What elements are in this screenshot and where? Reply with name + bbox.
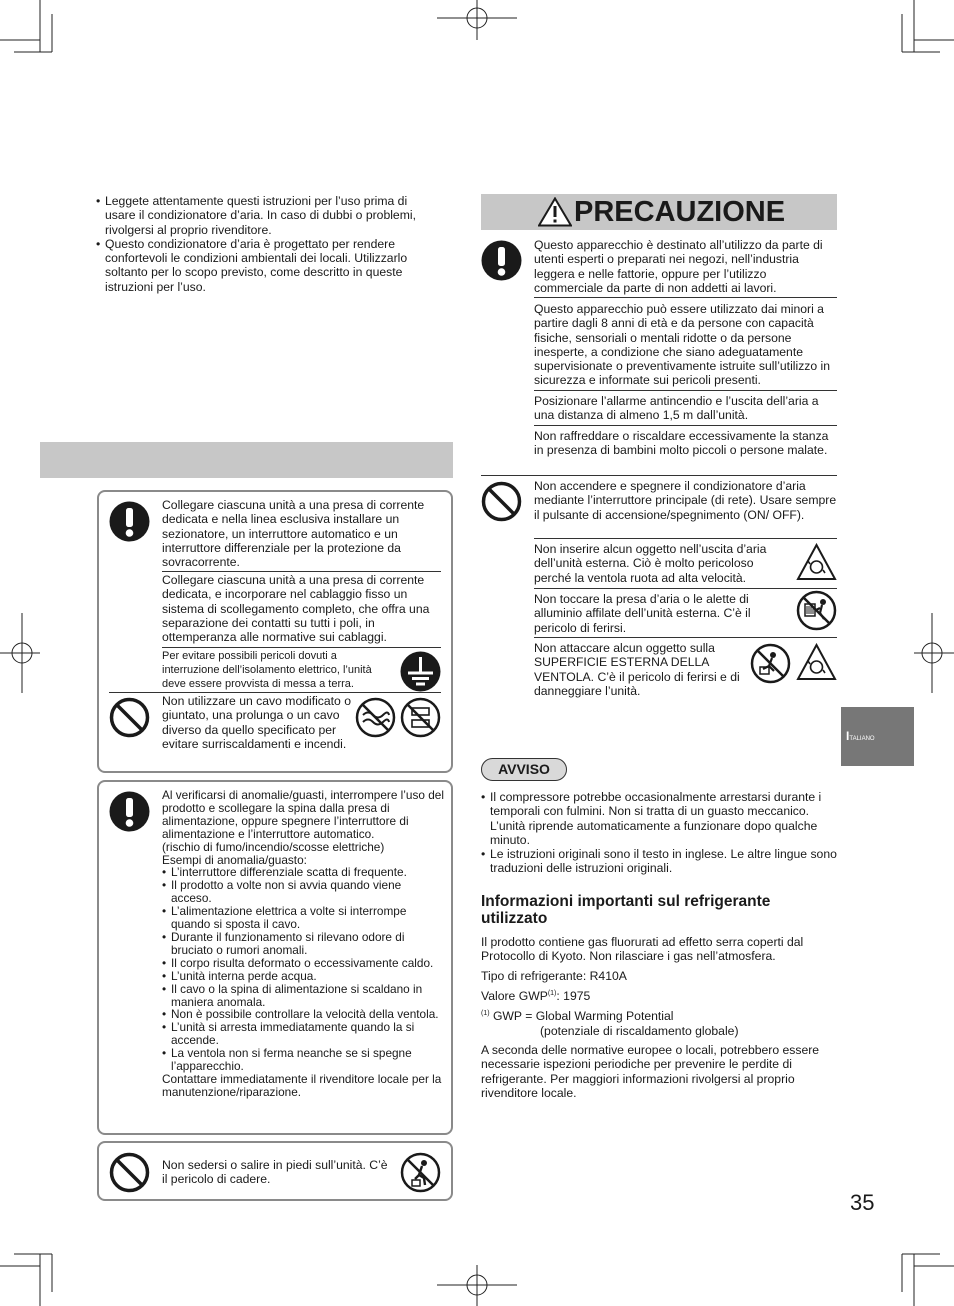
caution-triangle-icon [538, 197, 572, 227]
anomaly-item: • La ventola non si ferma neanche se si spegne l’apparecchio. [162, 1047, 444, 1073]
anomaly-lead: Al verificarsi di anomalie/guasti, interrompere l’uso del prodotto e scollegare la spina dalla presa di alimentazione, oppure spegnere l’interruttore di alimentazione e l’interruttore automatico. [162, 788, 444, 841]
precaution-text: Non toccare la presa d’aria o le alette di alluminio affilate dell’unità esterna. C’è il pericolo di ferirsi. [534, 592, 751, 635]
anomaly-item: • L’unità si arresta immediatamente quando la si accende. [162, 1021, 444, 1047]
divider [162, 571, 441, 572]
warning-text: Collegare ciascuna unità a una presa di corrente dedicata, e incorporare nel cablaggio fisso un sistema di scollegamento completo, che offra una separazione dei contatti su tutti i poli, in ottemperanza alle normative sui cablaggi. [162, 573, 430, 645]
divider [109, 692, 441, 693]
divider [534, 588, 837, 589]
gwp-value: : 1975 [556, 988, 591, 1003]
gwp-line [481, 987, 837, 1003]
precaution-text: Posizionare l’allarme antincendio e l’uscita dell’aria a una distanza di almeno 1,5 m dall’unità. [534, 394, 819, 423]
prohibition-icon [109, 1152, 150, 1193]
no-extension-cord-icon [400, 697, 441, 738]
anomaly-examples-title: Esempi di anomalia/guasto: [162, 852, 307, 867]
language-tab [841, 707, 914, 766]
precaution-text: Questo apparecchio è destinato all’utilizzo da parte di utenti esperti o preparati nei negozi, nell’industria leggera e nelle fattorie, oppure per l’utilizzo commerciale da parte di non addetti ai lavori. [534, 238, 823, 295]
footnote-text: GWP = Global Warming Potential [489, 1009, 674, 1024]
divider [534, 538, 837, 539]
anomaly-item: • Il cavo o la spina di alimentazione si scaldano in maniera anomala. [162, 983, 444, 1009]
divider [534, 297, 837, 298]
warning-header-band [40, 442, 453, 478]
precaution-text: Non attaccare alcun oggetto sulla SUPERFICIE ESTERNA DELLA VENTOLA. C’è il pericolo di ferirsi e di danneggiare l’unità. [534, 641, 740, 698]
divider [534, 637, 837, 638]
warning-text: Non sedersi o salire in piedi sull’unità. C’è il pericolo di cadere. [162, 1158, 388, 1187]
mandatory-icon [109, 791, 150, 832]
earth-ground-icon [400, 651, 441, 692]
footnote-text-2: (potenziale di riscaldamento globale) [540, 1023, 739, 1038]
anomaly-item: • L’interruttore differenziale scatta di frequente. [162, 866, 444, 879]
language-tab-label [846, 729, 875, 743]
refrigerant-paragraph: Il prodotto contiene gas fluorurati ad effetto serra coperti dal Protocollo di Kyoto. Non rilasciare i gas nell’atmosfera. [481, 935, 804, 964]
prohibition-icon [481, 481, 522, 522]
gwp-label: Valore GWP [481, 988, 548, 1003]
precaution-text: Non raffreddare o riscaldare eccessivamente la stanza in presenza di bambini molto piccoli o persone malate. [534, 429, 829, 458]
mandatory-icon [109, 501, 150, 542]
footnote-sup: (1) [481, 1010, 490, 1018]
no-touch-fins-icon [796, 590, 837, 631]
warning-text: Collegare ciascuna unità a una presa di corrente dedicata e nella linea esclusiva installare un sezionatore, un interruttore automatico e un interruttore differenziale per la protezione da sovracorrente. [162, 498, 425, 570]
intro-bullet: • Questo condizionatore d’aria è progettato per rendere confortevoli le condizioni ambientali dei locali. Utilizzarlo soltanto per lo scopo previsto, come descritto in queste istruzioni per l’uso. [96, 237, 441, 294]
precaution-text: Non inserire alcun oggetto nell’uscita d’aria dell’unità esterna. Ciò è molto pericoloso perché la ventola ruota ad alta velocità. [534, 542, 767, 585]
precaution-header [481, 194, 837, 230]
no-climbing-icon [400, 1152, 441, 1193]
prohibition-icon [109, 697, 150, 738]
anomaly-item: • Il prodotto a volte non si avvia quando viene acceso. [162, 879, 444, 905]
anomaly-item: • Il corpo risulta deformato o eccessivamente caldo. [162, 957, 444, 970]
anomaly-item: • L’unità interna perde acqua. [162, 970, 444, 983]
avviso-bullet: • Il compressore potrebbe occasionalmente arrestarsi durante i temporali con fulmini. Non si tratta di un guasto meccanico. L’unità riprende automaticamente a funzionare dopo qualche minuto. [481, 790, 837, 847]
divider [481, 475, 837, 476]
warning-text: Non utilizzare un cavo modificato o giuntato, una prolunga o un cavo diverso da quello specificato per evitare surriscaldamenti e incendi. [162, 694, 352, 751]
anomaly-item: • Non è possibile controllare la velocità della ventola. [162, 1008, 444, 1021]
anomaly-item: • Durante il funzionamento si rilevano odore di bruciato o rumori anomali. [162, 931, 444, 957]
precaution-title: PRECAUZIONE [574, 196, 786, 228]
no-attach-object-icon [750, 643, 791, 684]
page-number: 35 [850, 1190, 875, 1215]
intro-bullet: • Leggete attentamente questi istruzioni per l’uso prima di usare il condizionatore d’aria. In caso di dubbi o problemi, rivolgersi al proprio rivenditore. [96, 194, 441, 237]
avviso-section [481, 790, 837, 876]
anomaly-risk: (rischio di fumo/incendio/scosse elettriche) [162, 839, 385, 854]
anomaly-section [162, 789, 444, 1099]
avviso-bullet: • Le istruzioni originali sono il testo in inglese. Le altre lingue sono traduzioni delle istruzioni originali. [481, 847, 837, 876]
rotating-fan-warning-icon [796, 543, 837, 581]
refrigerant-type: Tipo di refrigerante: R410A [481, 968, 627, 983]
no-joined-cable-icon [355, 697, 396, 738]
footnote [481, 1007, 837, 1023]
divider [162, 647, 441, 648]
language-initial: I [846, 729, 850, 743]
precaution-text: Non accendere e spegnere il condizionatore d’aria mediante l’interruttore principale (di rete). Usare sempre il pulsante di accensione/spegnimento (ON/ OFF). [534, 479, 837, 522]
refrigerant-section [481, 935, 837, 1100]
rotating-fan-warning-icon [796, 643, 837, 681]
avviso-label: AVVISO [481, 758, 567, 781]
mandatory-icon [481, 240, 522, 281]
divider [534, 425, 837, 426]
anomaly-closing: Contattare immediatamente il rivenditore locale per la manutenzione/riparazione. [162, 1071, 442, 1099]
anomaly-item: • L’alimentazione elettrica a volte si interrompe quando si sposta il cavo. [162, 905, 444, 931]
precaution-text: Questo apparecchio può essere utilizzato dai minori a partire dagli 8 anni di età e da persone con capacità fisiche, sensoriali o mentali ridotte o da persone inesperte, a condizione che siano adeguatamente supervisionate o preventivamente istruite sull’utilizzo in sicurezza e informate sui pericoli presenti. [534, 302, 831, 388]
refrigerant-heading: Informazioni importanti sul refrigerante utilizzato [481, 893, 771, 927]
refrigerant-paragraph: A seconda delle normative europee o locali, potrebbero essere necessarie ispezioni periodiche per prevenire le perdite di refrigerante. Per maggiori informazioni rivolgersi al proprio rivenditore locale. [481, 1042, 820, 1100]
gwp-sup: (1) [547, 989, 557, 997]
language-rest: TALIANO [849, 736, 875, 742]
intro-section [96, 194, 441, 294]
divider [534, 390, 837, 391]
warning-text: Per evitare possibili pericoli dovuti a interruzione dell’isolamento elettrico, l’unità deve essere provvista di messa a terra. [162, 650, 372, 690]
